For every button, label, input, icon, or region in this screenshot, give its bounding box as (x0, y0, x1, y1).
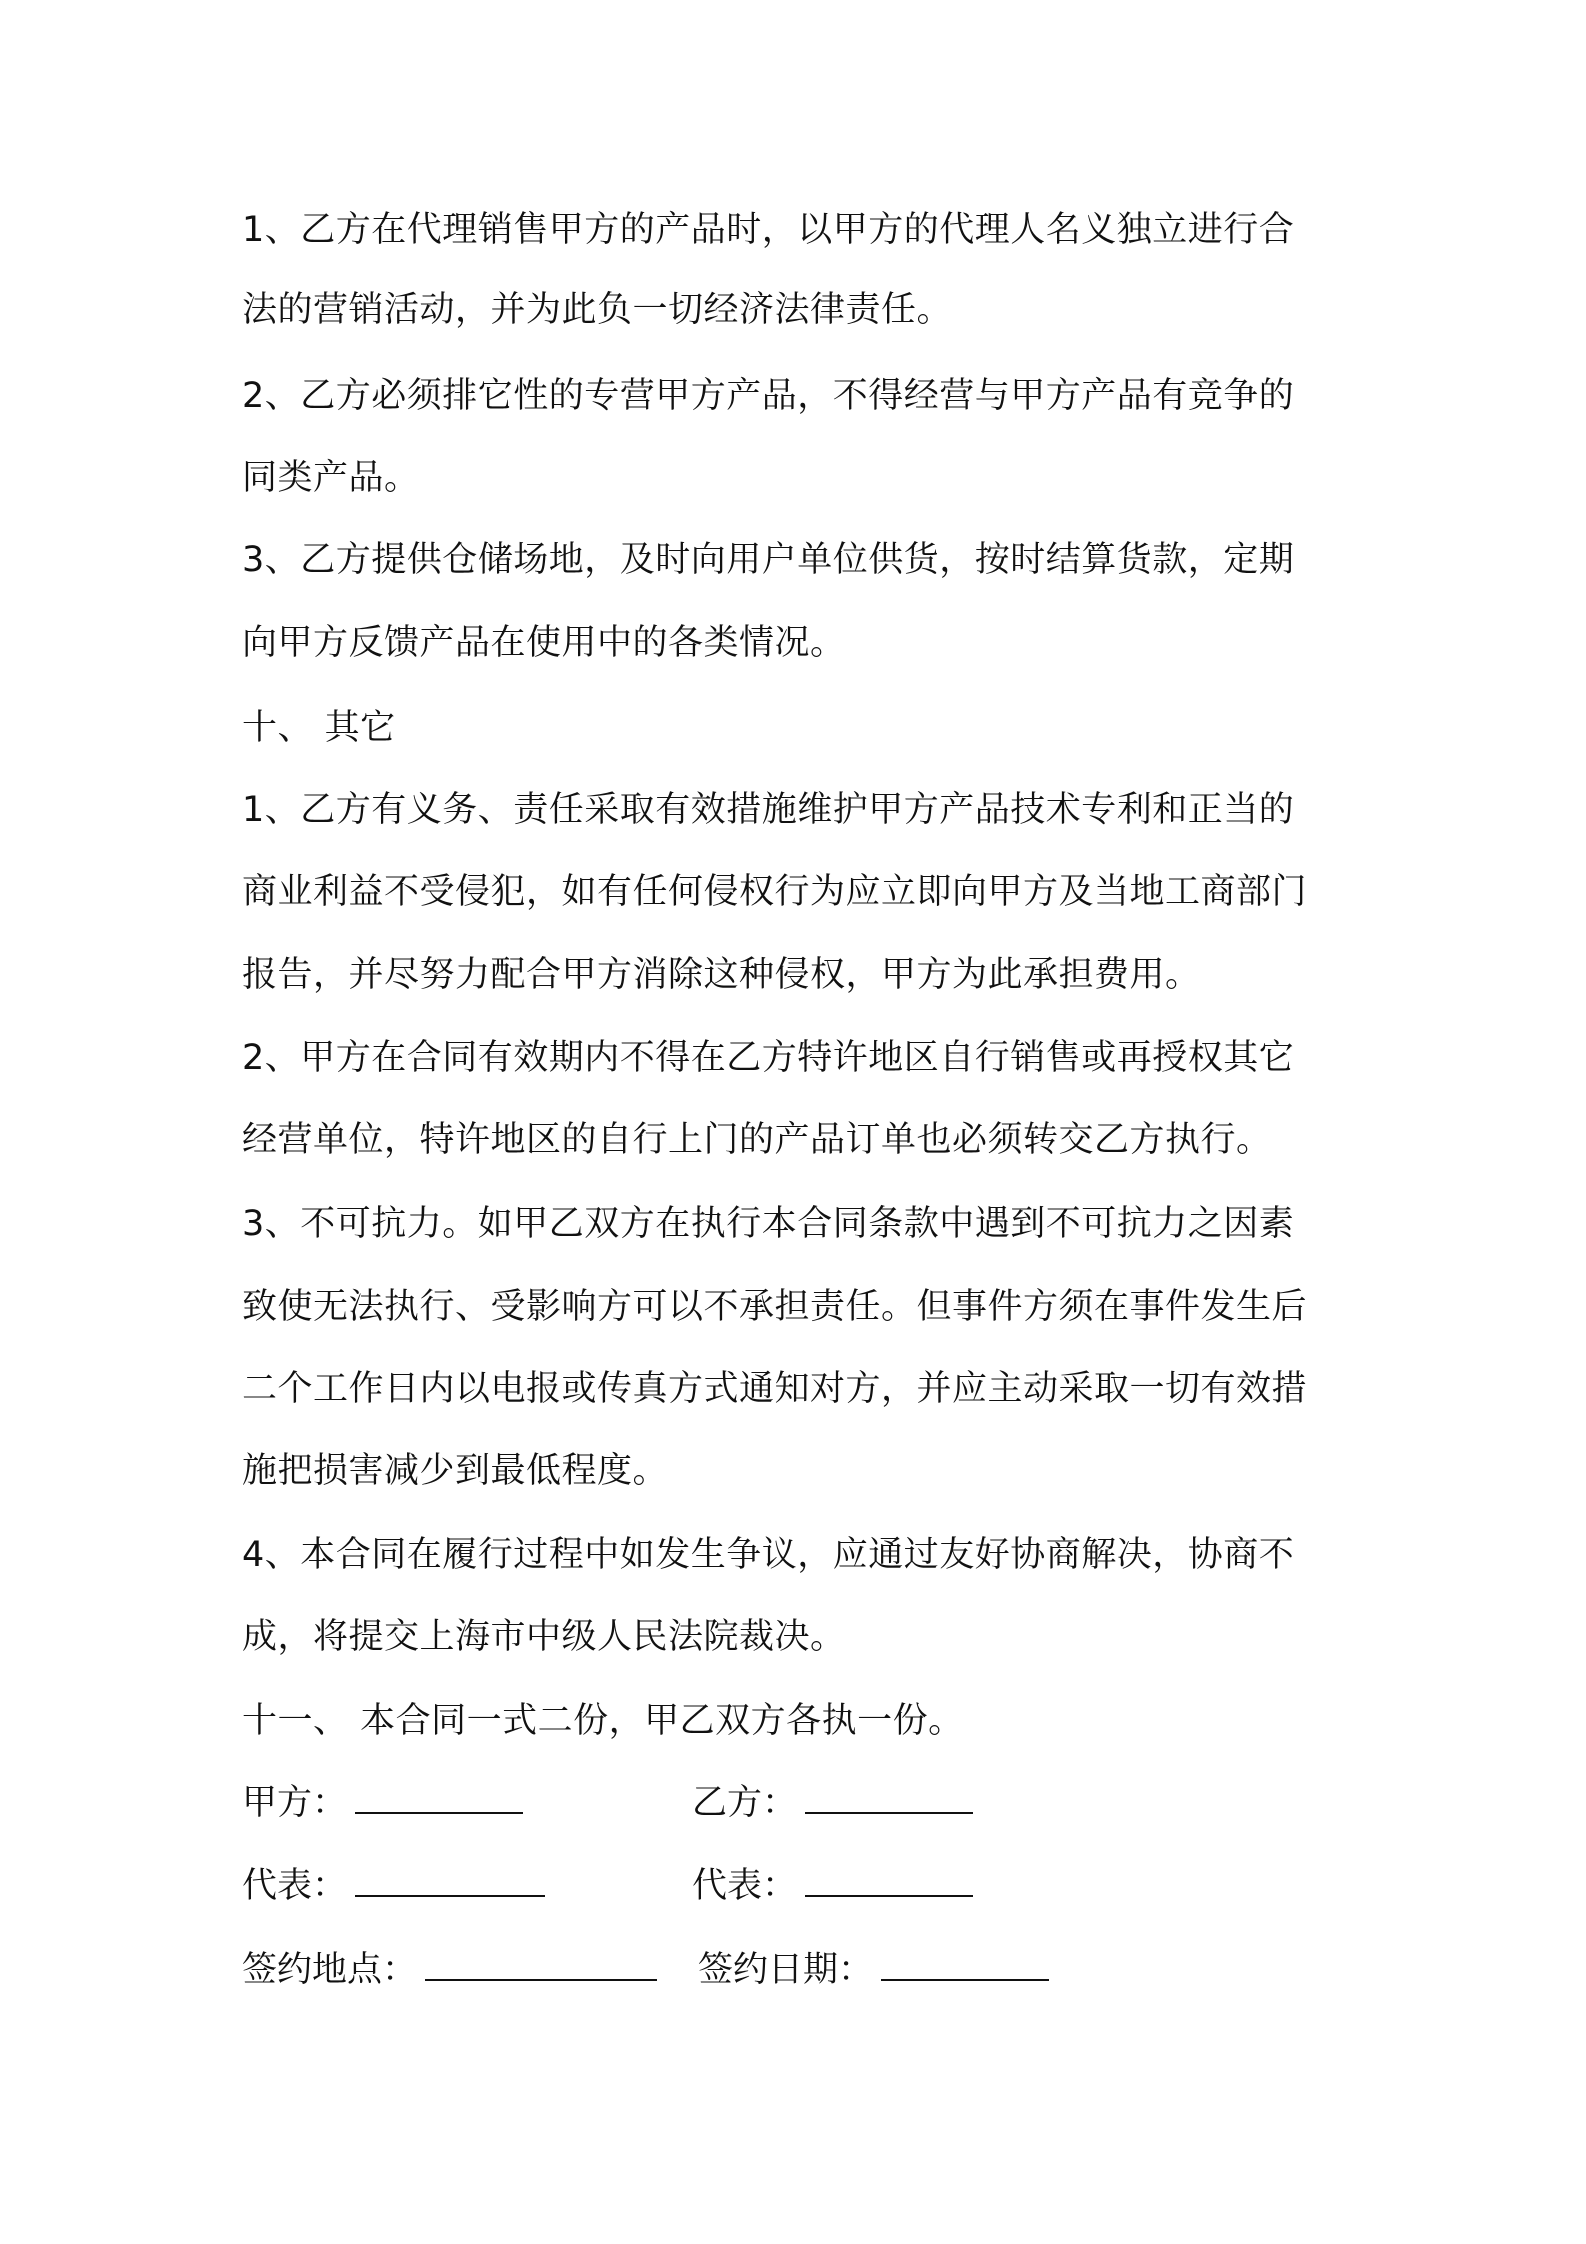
section-heading: 十一、 本合同一式二份，甲乙双方各执一份。 (242, 1701, 964, 1741)
party-a-field (242, 1781, 523, 1825)
text-line: 3、不可抗力。如甲乙双方在执行本合同条款中遇到不可抗力之因素 (242, 1204, 1295, 1244)
text-line: 4、本合同在履行过程中如发生争议，应通过友好协商解决，协商不 (242, 1535, 1295, 1575)
rep-b-label: 代表： (692, 1866, 798, 1906)
place-field (242, 1948, 657, 1992)
text-line: 成，将提交上海市中级人民法院裁决。 (242, 1617, 846, 1657)
text-line: 同类产品。 (242, 458, 420, 498)
text-line: 向甲方反馈产品在使用中的各类情况。 (242, 623, 846, 663)
rep-a-blank[interactable] (355, 1865, 545, 1897)
text-line: 经营单位，特许地区的自行上门的产品订单也必须转交乙方执行。 (242, 1120, 1272, 1160)
party-b-field (692, 1781, 973, 1825)
text-line: 3、乙方提供仓储场地，及时向用户单位供货，按时结算货款，定期 (242, 540, 1295, 580)
text-line: 报告，并尽努力配合甲方消除这种侵权，甲方为此承担费用。 (242, 955, 1201, 995)
rep-a-field (242, 1864, 545, 1908)
text-line: 商业利益不受侵犯，如有任何侵权行为应立即向甲方及当地工商部门 (242, 872, 1308, 912)
text-line: 法的营销活动，并为此负一切经济法律责任。 (242, 290, 953, 330)
text-line: 二个工作日内以电报或传真方式通知对方，并应主动采取一切有效措 (242, 1369, 1308, 1409)
party-a-blank[interactable] (355, 1782, 523, 1814)
section-heading: 十、 其它 (242, 708, 396, 748)
date-field (698, 1948, 1049, 1992)
date-label: 签约日期： (698, 1950, 874, 1990)
date-blank[interactable] (881, 1949, 1049, 1981)
place-label: 签约地点： (242, 1950, 418, 1990)
text-line: 1、乙方有义务、责任采取有效措施维护甲方产品技术专利和正当的 (242, 790, 1295, 830)
text-line: 1、乙方在代理销售甲方的产品时，以甲方的代理人名义独立进行合 (242, 210, 1295, 250)
party-b-label: 乙方： (692, 1783, 798, 1823)
text-line: 施把损害减少到最低程度。 (242, 1451, 669, 1491)
rep-b-field (692, 1864, 973, 1908)
text-line: 2、甲方在合同有效期内不得在乙方特许地区自行销售或再授权其它 (242, 1038, 1295, 1078)
rep-a-label: 代表： (242, 1866, 348, 1906)
text-line: 2、乙方必须排它性的专营甲方产品，不得经营与甲方产品有竞争的 (242, 376, 1295, 416)
place-blank[interactable] (425, 1949, 657, 1981)
rep-b-blank[interactable] (805, 1865, 973, 1897)
party-a-label: 甲方： (242, 1783, 348, 1823)
text-line: 致使无法执行、受影响方可以不承担责任。但事件方须在事件发生后 (242, 1287, 1308, 1327)
party-b-blank[interactable] (805, 1782, 973, 1814)
